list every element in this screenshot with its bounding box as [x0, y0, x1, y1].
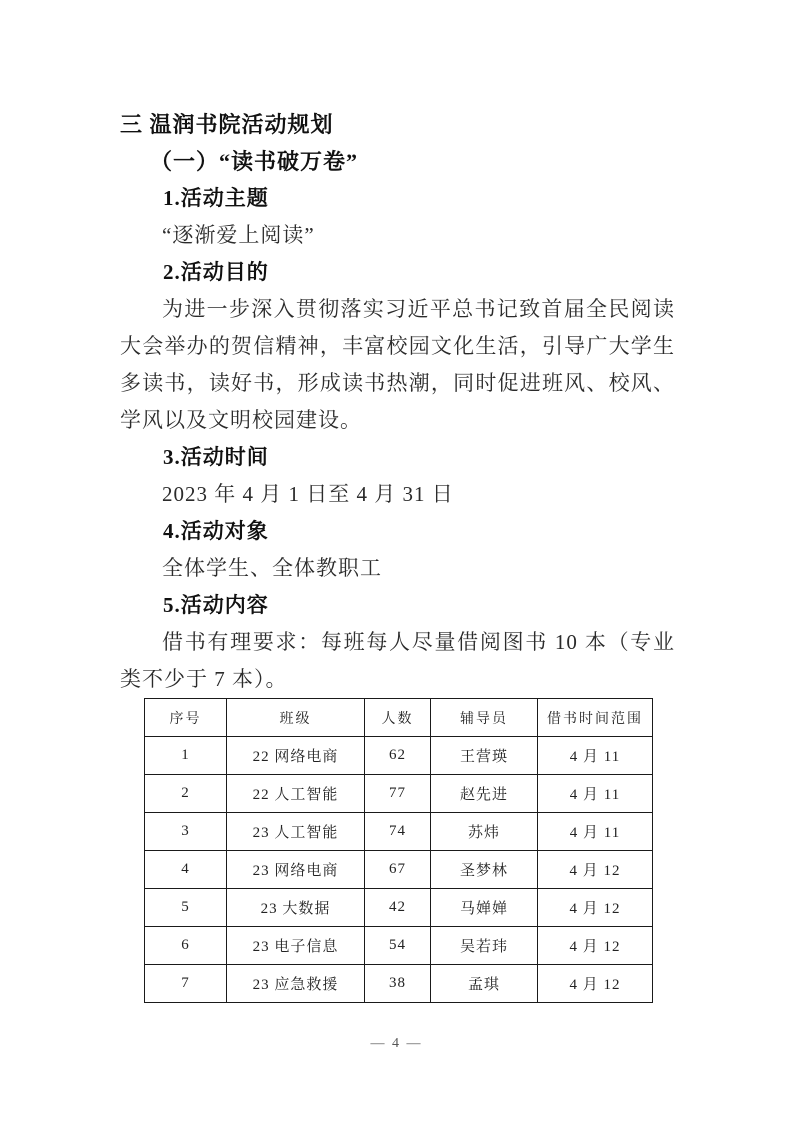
cell-range: 4 月 12	[538, 927, 653, 965]
content-paragraph: 借书有理要求：每班每人尽量借阅图书 10 本（专业类不少于 7 本）。	[120, 630, 675, 691]
table-header-row	[145, 699, 653, 737]
cell-tutor: 吴若玮	[431, 927, 538, 965]
cell-tutor: 苏炜	[431, 813, 538, 851]
purpose-heading: 2.活动目的	[163, 260, 269, 284]
cell-index: 2	[145, 775, 227, 813]
time-heading: 3.活动时间	[163, 445, 269, 469]
cell-count: 74	[365, 813, 431, 851]
cell-tutor: 王营瑛	[431, 737, 538, 775]
cell-range: 4 月 12	[538, 851, 653, 889]
cell-index: 3	[145, 813, 227, 851]
cell-index: 6	[145, 927, 227, 965]
cell-range: 4 月 11	[538, 813, 653, 851]
cell-class: 22 人工智能	[227, 775, 365, 813]
cell-range: 4 月 11	[538, 737, 653, 775]
table-row	[145, 813, 653, 851]
page-number: — 4 —	[370, 1036, 423, 1051]
cell-index: 1	[145, 737, 227, 775]
cell-count: 38	[365, 965, 431, 1003]
cell-count: 54	[365, 927, 431, 965]
purpose-paragraph: 为进一步深入贯彻落实习近平总书记致首届全民阅读大会举办的贺信精神，丰富校园文化生活，引导广大学生多读书，读好书，形成读书热潮，同时促进班风、校风、学风以及文明校园建设。	[120, 297, 675, 432]
theme-text: “逐渐爱上阅读”	[162, 223, 315, 247]
cell-class: 23 网络电商	[227, 851, 365, 889]
audience-heading: 4.活动对象	[163, 519, 269, 543]
cell-range: 4 月 12	[538, 889, 653, 927]
column-header-range: 借书时间范围	[538, 699, 653, 737]
cell-index: 5	[145, 889, 227, 927]
cell-range: 4 月 12	[538, 965, 653, 1003]
table-row	[145, 737, 653, 775]
cell-class: 22 网络电商	[227, 737, 365, 775]
audience-text: 全体学生、全体教职工	[162, 556, 382, 580]
table-row	[145, 889, 653, 927]
column-header-class: 班级	[227, 699, 365, 737]
subsection-heading: （一）“读书破万卷”	[150, 149, 359, 174]
cell-tutor: 赵先进	[431, 775, 538, 813]
cell-count: 77	[365, 775, 431, 813]
borrow-schedule-table	[144, 698, 653, 1003]
cell-class: 23 人工智能	[227, 813, 365, 851]
cell-class: 23 大数据	[227, 889, 365, 927]
column-header-tutor: 辅导员	[431, 699, 538, 737]
theme-heading: 1.活动主题	[163, 186, 269, 210]
cell-class: 23 电子信息	[227, 927, 365, 965]
cell-range: 4 月 11	[538, 775, 653, 813]
table-row	[145, 927, 653, 965]
time-text: 2023 年 4 月 1 日至 4 月 31 日	[162, 482, 454, 506]
cell-count: 42	[365, 889, 431, 927]
cell-count: 62	[365, 737, 431, 775]
cell-tutor: 圣梦林	[431, 851, 538, 889]
table-row	[145, 851, 653, 889]
cell-tutor: 孟琪	[431, 965, 538, 1003]
cell-index: 7	[145, 965, 227, 1003]
cell-tutor: 马婵婵	[431, 889, 538, 927]
cell-class: 23 应急救援	[227, 965, 365, 1003]
cell-count: 67	[365, 851, 431, 889]
section-heading: 三 温润书院活动规划	[120, 112, 334, 137]
table-row	[145, 965, 653, 1003]
column-header-count: 人数	[365, 699, 431, 737]
column-header-index: 序号	[145, 699, 227, 737]
cell-index: 4	[145, 851, 227, 889]
table-row	[145, 775, 653, 813]
content-heading: 5.活动内容	[163, 593, 269, 617]
